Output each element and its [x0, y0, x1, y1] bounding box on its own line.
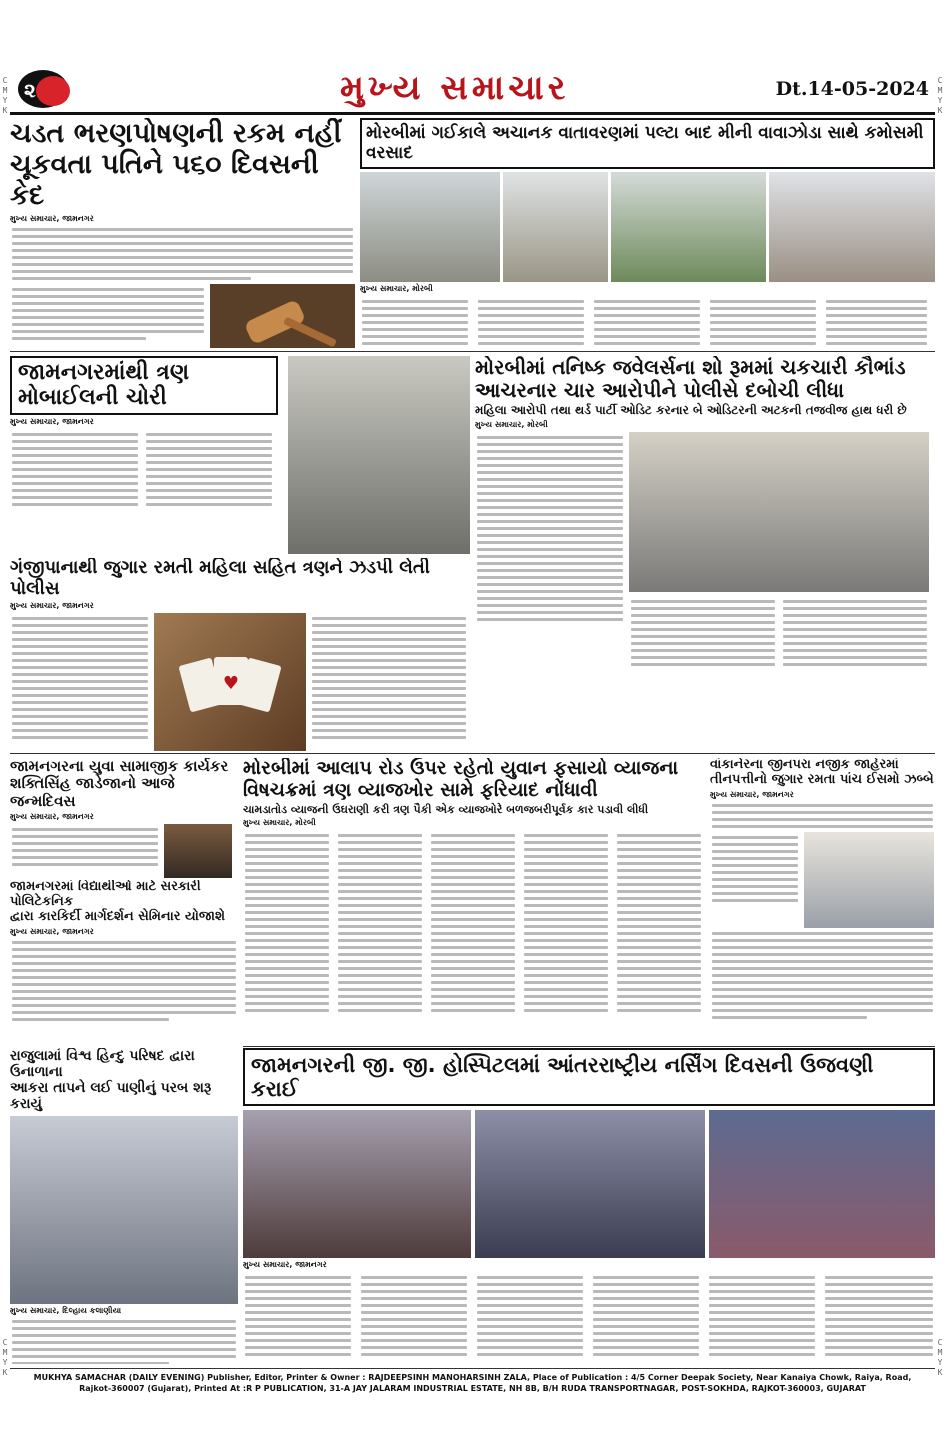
fallen-tree-photo: [611, 172, 766, 282]
article-jewellers-fraud: [475, 356, 935, 751]
headline-line-2: શક્તિસિંહ જાડેજાનો આજે જન્મદિવસ: [10, 774, 175, 810]
headline-line-1: જામનગરના યુવા સામાજીક કાર્યકર: [10, 758, 229, 775]
cmyk-strip-left: [0, 76, 10, 116]
body-text-placeholder: [10, 228, 355, 280]
body-text-placeholder: [710, 832, 800, 928]
cmyk-strip-right: [935, 76, 945, 116]
cartoon-illustration: [804, 832, 934, 928]
body-text-placeholder: [10, 824, 160, 878]
page-number-badge: [10, 68, 94, 112]
body-text-placeholder: [475, 432, 625, 670]
headline-line-1: રાજુલામાં વિશ્વ હિન્દુ પરિષદ દ્વારા ઉનાળાના: [10, 1048, 195, 1081]
gavel-icon: [210, 284, 355, 348]
headline-line-2: આચરનાર ચાર આરોપીને પોલીસે દબોચી લીધા: [475, 378, 845, 402]
article-morbi-weather: [360, 118, 935, 348]
water-booth-photo: [10, 1116, 238, 1304]
cmyk-m: M: [2, 86, 8, 95]
byline: મુખ્ય સમાચાર, જામનગર: [10, 214, 94, 224]
article-wankaner-gambling: [710, 758, 935, 1044]
article-water-booth: [10, 1048, 238, 1364]
body-text-placeholder: [10, 1320, 238, 1364]
imprint-line-1: MUKHYA SAMACHAR (DAILY EVENING) Publisher, Editor, Printer & Owner : RAJDEEPSINH MANOHARSINH ZALA, Place of Publication : 4/5 Corner Deepak Society, Near Kanaiya Chowk, Raiya, Road,: [33, 1373, 912, 1382]
section-rule: [10, 753, 935, 754]
audience-photo: [475, 1110, 705, 1258]
body-text-placeholder: [710, 804, 935, 828]
cmyk-c: C: [2, 76, 8, 85]
body-text-placeholder: [336, 830, 424, 1016]
body-text-placeholder: [360, 296, 470, 348]
byline: મુખ્ય સમાચાર, જામનગર: [10, 811, 94, 821]
cmyk-k: K: [2, 1368, 8, 1377]
lamp-lighting-photo: [243, 1110, 471, 1258]
headline-line-2: તીનપત્તીનો જુગાર રમતા પાંચ ઈસમો ઝબ્બે: [710, 771, 934, 787]
byline: મુખ્ય સમાચાર, જામનગર: [10, 926, 94, 936]
svg-text:♥: ♥: [222, 673, 240, 695]
body-text-placeholder: [359, 1272, 469, 1360]
body-text-placeholder: [629, 596, 777, 670]
body-text-placeholder: [144, 429, 274, 510]
byline: મુખ્ય સમાચાર, મોરબી: [243, 818, 316, 828]
article-maintenance: [10, 118, 355, 348]
body-text-placeholder: [10, 613, 150, 751]
page-number: ૨: [24, 78, 36, 102]
imprint-line-2: Rajkot-360007 (Gujarat), Printed At :R P PUBLICATION, 31-A JAY JALARAM INDUSTRIAL ESTATE, NH 8B, B/H RUDA TRANSPORTNAGAR, POST-SOKHDA, RAJKOT-360003, GUJARAT: [79, 1384, 866, 1393]
body-text-placeholder: [615, 830, 703, 1016]
street-photo: [360, 172, 500, 282]
badge-red-disc: [36, 76, 70, 106]
byline: મુખ્ય સમાચાર, જામનગર: [243, 1260, 327, 1270]
article-nursing-day: [243, 1048, 935, 1364]
masthead: [10, 68, 935, 112]
cmyk-y: Y: [2, 1358, 8, 1367]
byline: મુખ્ય સમાચાર, દિલ્હાય કલાણીયા: [10, 1306, 122, 1316]
body-text-placeholder: [10, 284, 206, 348]
cmyk-m: M: [937, 1348, 943, 1357]
cmyk-k: K: [937, 106, 943, 115]
cmyk-k: K: [937, 1368, 943, 1377]
article-polytechnic: [10, 880, 238, 1044]
portrait-photo: [164, 824, 232, 878]
subhead: મહિલા આરોપી તથા થર્ડ પાર્ટી ઓડિટ કરનાર બે ઓડિટરની અટકની તજવીજ હાથ ધરી છે: [475, 403, 907, 417]
weather-photo-strip: [360, 172, 935, 282]
gavel-photo: [210, 284, 355, 348]
cards-icon: [154, 613, 306, 751]
body-text-placeholder: [710, 932, 935, 1019]
nursing-photo-strip: [243, 1110, 935, 1258]
subhead: ચામડાતોડ વ્યાજની ઉઘરાણી કરી ત્રણ પૈકી એક વ્યાજખોરે બળજબરીપૂર્વક કાર પડાવી લીધી: [243, 802, 649, 816]
article-usury: [243, 758, 705, 1044]
police-with-accused-photo: [629, 432, 929, 592]
body-text-placeholder: [591, 1272, 701, 1360]
cmyk-y: Y: [937, 96, 943, 105]
headline-line-1: મોરબીમાં આલાપ રોડ ઉપર રહેતો યુવાન ફસાયો વ્યાજના: [243, 758, 679, 779]
headline: જામનગરની જી. જી. હોસ્પિટલમાં આંતરરાષ્ટ્રીય નર્સિંગ દિવસની ઉજવણી કરાઈ: [243, 1048, 935, 1106]
headline-line-1: જામનગરમાં વિદ્યાર્થીઓ માટે સરકારી પોલિટેકનિક: [10, 880, 201, 909]
body-text-placeholder: [429, 830, 517, 1016]
body-text-placeholder: [823, 1272, 935, 1360]
body-text-placeholder: [475, 1272, 585, 1360]
imprint-footer: [10, 1368, 935, 1408]
dance-performance-photo: [709, 1110, 935, 1258]
headline-line-2: આકરા તાપને લઈ પાણીનું પરબ શરૂ કરાયું: [10, 1080, 212, 1113]
cmyk-strip-bottom-right: [935, 1338, 945, 1378]
body-text-placeholder: [310, 613, 468, 751]
cmyk-y: Y: [937, 1358, 943, 1367]
cmyk-m: M: [2, 1348, 8, 1357]
headline: મોરબીમાં ગઈકાલે અચાનક વાતાવરણમાં પલ્ટા બાદ મીની વાવાઝોડા સાથે કમોસમી વરસાદ: [360, 118, 935, 169]
article-birthday: [10, 758, 238, 878]
body-text-placeholder: [10, 429, 140, 510]
headline-line-2: વિષચક્રમાં ત્રણ વ્યાજખોર સામે ફરિયાદ નોંધાવી: [243, 778, 598, 801]
headline-line-2: દ્વારા કારકિર્દી માર્ગદર્શન સેમિનાર યોજાશે: [10, 908, 226, 924]
body-text-placeholder: [781, 596, 929, 670]
section-title: મુખ્ય સમાચાર: [340, 68, 570, 108]
cmyk-c: C: [937, 1338, 943, 1347]
body-text-placeholder: [10, 941, 238, 1021]
headline-line-2: ચૂકવતા પતિને ૫૬૦ દિવસની કેદ: [10, 149, 319, 212]
damaged-shed-photo: [769, 172, 935, 282]
cmyk-strip-bottom-left: [0, 1338, 10, 1378]
headline: જામનગરમાંથી ત્રણ મોબાઈલની ચોરી: [10, 356, 278, 415]
cmyk-m: M: [937, 86, 943, 95]
masthead-rule: [10, 112, 935, 115]
byline: મુખ્ય સમાચાર, જામનગર: [710, 789, 794, 799]
byline: મુખ્ય સમાચાર, મોરબી: [475, 419, 548, 429]
article-gambling-women: [10, 558, 470, 751]
playing-cards-photo: [154, 613, 306, 751]
body-text-placeholder: [592, 296, 702, 348]
headline: ગંજીપાનાથી જુગાર રમતી મહિલા સહિત ત્રણને ઝડપી લેતી પોલીસ: [10, 558, 430, 599]
byline: મુખ્ય સમાચાર, જામનગર: [10, 416, 94, 426]
body-text-placeholder: [707, 1272, 817, 1360]
cmyk-k: K: [2, 106, 8, 115]
body-text-placeholder: [824, 296, 929, 348]
body-text-placeholder: [476, 296, 586, 348]
cmyk-c: C: [2, 1338, 8, 1347]
headline-line-1: ચડત ભરણપોષણની રકમ નહીં: [10, 118, 342, 149]
headline-line-1: મોરબીમાં તનિષ્ક જવેલર્સના શો રૂમમાં ચકચારી કૌભાંડ: [475, 356, 906, 379]
body-text-placeholder: [522, 830, 610, 1016]
section-rule: [243, 1046, 935, 1047]
body-text-placeholder: [243, 1272, 353, 1360]
byline: મુખ્ય સમાચાર, મોરબી: [360, 284, 433, 294]
byline: મુખ્ય સમાચાર, જામનગર: [10, 601, 94, 611]
issue-date: Dt.14-05-2024: [775, 78, 929, 100]
cmyk-c: C: [937, 76, 943, 85]
section-rule: [10, 351, 935, 352]
body-text-placeholder: [708, 296, 818, 348]
body-text-placeholder: [243, 830, 331, 1016]
headline-line-1: વાંકાનેરના જીનપરા નજીક જાહેરમાં: [710, 758, 899, 772]
cmyk-y: Y: [2, 96, 8, 105]
accused-photo: [288, 356, 470, 554]
article-mobile-theft: [10, 356, 470, 556]
lane-photo: [503, 172, 608, 282]
